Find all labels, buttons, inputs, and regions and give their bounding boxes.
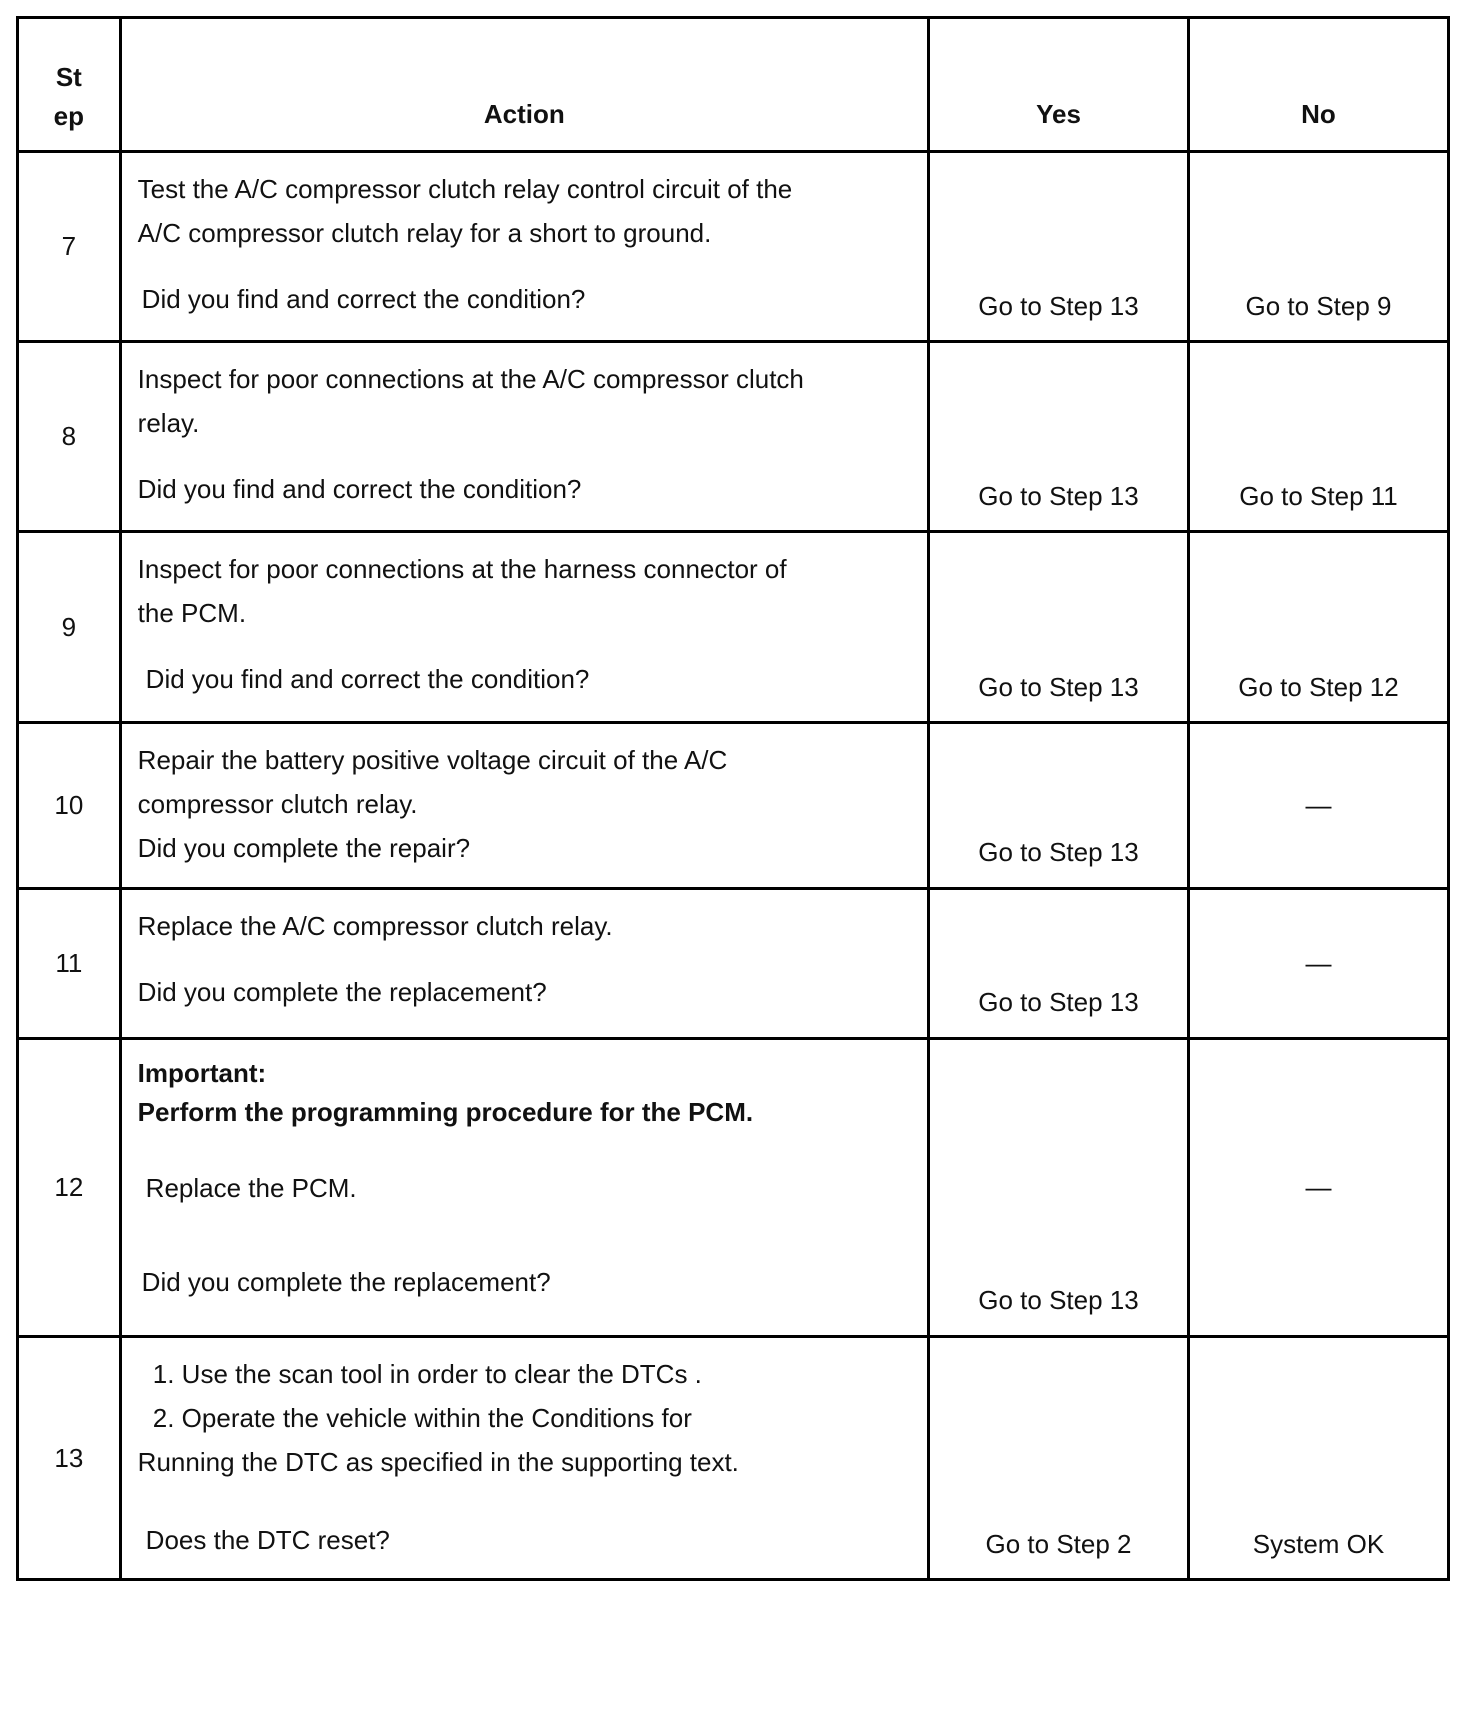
list-item: 2. Operate the vehicle within the Conditions for — [182, 1396, 911, 1440]
action-text: Replace the PCM. — [145, 1172, 357, 1203]
table-row — [18, 1038, 1449, 1336]
question-text: Did you complete the replacement? — [141, 1266, 551, 1297]
action-text: A/C compressor clutch relay for a short to ground. — [137, 218, 712, 249]
step-number: 9 — [18, 532, 121, 723]
table-row — [18, 888, 1449, 1038]
no-cell: Go to Step 9 — [1188, 152, 1448, 342]
action-text: the PCM. — [137, 598, 247, 629]
action-cell — [120, 1038, 928, 1336]
question-text: Did you complete the repair? — [137, 833, 471, 864]
action-text: Repair the battery positive voltage circuit of the A/C — [137, 745, 728, 775]
step-number: 7 — [18, 152, 121, 342]
list-continuation: Running the DTC as specified in the supporting text. — [137, 1446, 739, 1477]
step-header-line2: ep — [53, 101, 84, 131]
no-header: No — [1188, 18, 1448, 152]
no-cell: — — [1188, 723, 1448, 889]
important-label: Important: — [137, 1057, 267, 1088]
step-number: 10 — [18, 723, 121, 889]
no-cell: — — [1188, 888, 1448, 1038]
action-text: Test the A/C compressor clutch relay control circuit of the — [137, 174, 793, 204]
yes-cell: Go to Step 13 — [929, 1038, 1189, 1336]
table-row — [18, 1336, 1449, 1580]
header-row — [18, 18, 1449, 152]
yes-cell: Go to Step 13 — [929, 888, 1189, 1038]
action-text: Replace the A/C compressor clutch relay. — [137, 910, 613, 941]
table-row — [18, 723, 1449, 889]
step-number: 8 — [18, 342, 121, 532]
step-number: 13 — [18, 1336, 121, 1580]
question-text: Did you complete the replacement? — [137, 976, 547, 1007]
action-header: Action — [120, 18, 928, 152]
action-cell — [120, 1336, 928, 1580]
yes-cell: Go to Step 13 — [929, 152, 1189, 342]
yes-cell: Go to Step 13 — [929, 532, 1189, 723]
table-row — [18, 342, 1449, 532]
list-item: 1. Use the scan tool in order to clear the DTCs . — [182, 1352, 911, 1396]
yes-cell: Go to Step 2 — [929, 1336, 1189, 1580]
yes-header: Yes — [929, 18, 1189, 152]
action-cell — [120, 723, 928, 889]
yes-cell: Go to Step 13 — [929, 723, 1189, 889]
instruction-list — [138, 1352, 911, 1440]
table-row — [18, 152, 1449, 342]
question-text: Did you find and correct the condition? — [145, 664, 590, 695]
action-text: relay. — [137, 408, 200, 439]
step-number: 11 — [18, 888, 121, 1038]
step-header — [18, 18, 121, 152]
diagnostic-table — [16, 16, 1450, 1581]
step-number: 12 — [18, 1038, 121, 1336]
step-header-line1: St — [55, 62, 82, 92]
no-cell: Go to Step 12 — [1188, 532, 1448, 723]
question-text: Did you find and correct the condition? — [141, 284, 586, 315]
action-cell — [120, 532, 928, 723]
action-cell — [120, 152, 928, 342]
no-cell: Go to Step 11 — [1188, 342, 1448, 532]
action-text: compressor clutch relay. — [137, 789, 418, 820]
no-cell: System OK — [1188, 1336, 1448, 1580]
action-text: Inspect for poor connections at the harness connector of — [137, 554, 787, 584]
question-text: Does the DTC reset? — [145, 1525, 390, 1556]
yes-cell: Go to Step 13 — [929, 342, 1189, 532]
important-text: Perform the programming procedure for the PCM. — [137, 1096, 754, 1127]
question-text: Did you find and correct the condition? — [137, 474, 582, 505]
action-cell — [120, 342, 928, 532]
action-cell — [120, 888, 928, 1038]
table-row — [18, 532, 1449, 723]
action-text: Inspect for poor connections at the A/C compressor clutch — [137, 364, 804, 394]
no-cell: — — [1188, 1038, 1448, 1336]
